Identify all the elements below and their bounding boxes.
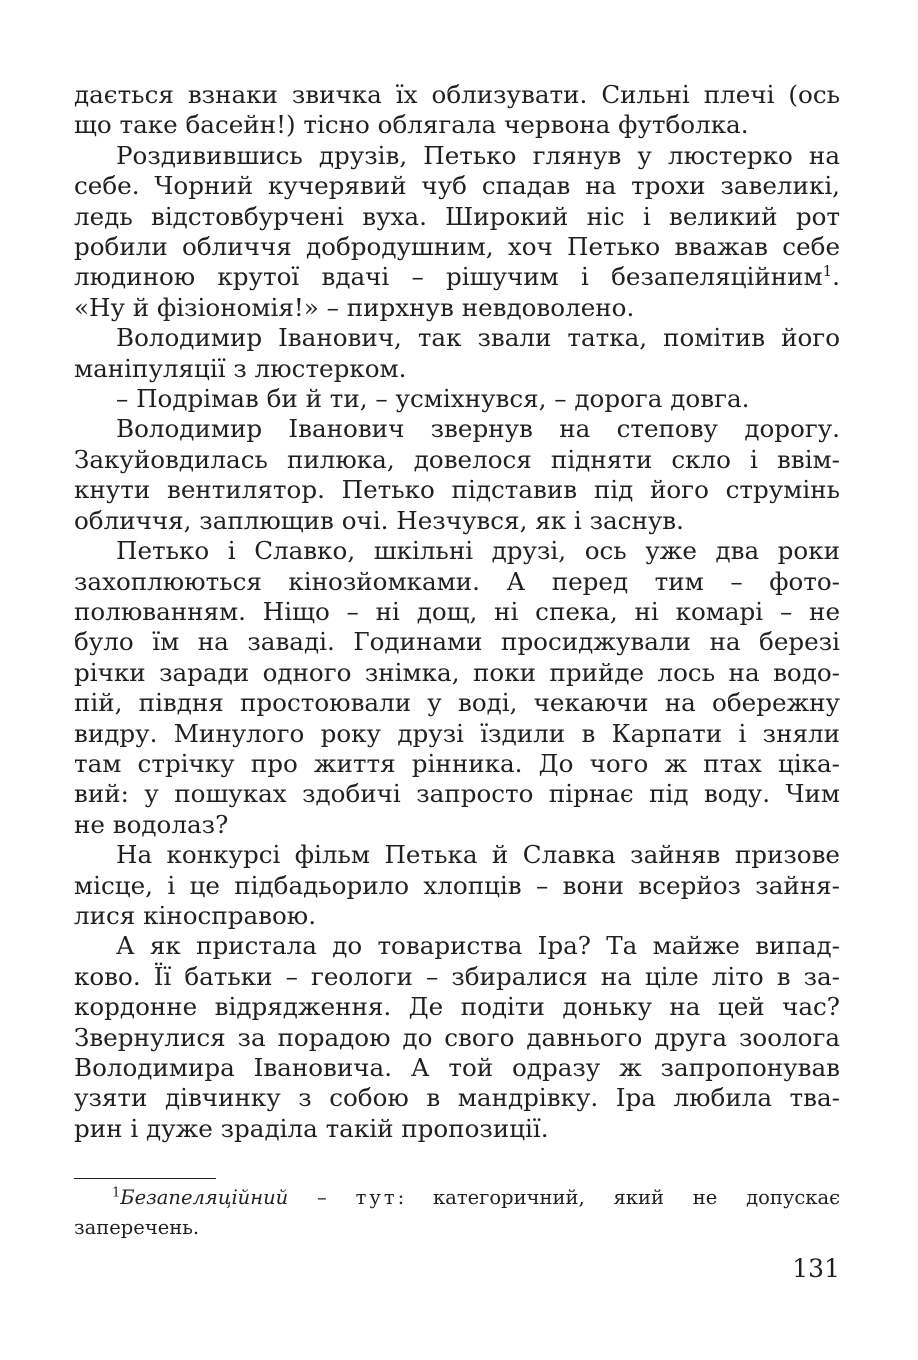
main-text	[74, 80, 840, 1144]
text-line: місце, і це підбадьорило хлопців – вони всерйоз зайня-	[74, 870, 840, 900]
footnote-dash: –	[288, 1186, 356, 1209]
text-line-with-footnote	[74, 262, 840, 292]
text-line: ково. Її батьки – геологи – збиралися на ціле літо в за-	[74, 961, 840, 991]
text-line: «Ну й фізіономія!» – пирхнув невдоволено.	[74, 292, 635, 322]
text-line: узяти дівчинку з собою в мандрівку. Іра любила тва-	[74, 1083, 840, 1113]
text-line: було їм на заваді. Годинами просиджували на березі	[74, 627, 840, 657]
text-line: Закуйовдилась пилюка, довелося підняти скло і ввім-	[74, 444, 840, 474]
text-segment: людиною крутої вдачі – рішучим і безапеляційним	[74, 262, 823, 292]
footnote-reference: 1	[822, 262, 833, 281]
page-number: 131	[792, 1254, 840, 1283]
footnote-definition: : категоричний, який не допускає	[397, 1186, 840, 1209]
text-line: Петько і Славко, шкільні друзі, ось уже два роки	[116, 536, 840, 566]
text-line: кордонне відрядження. Де подіти доньку на цей час?	[74, 992, 840, 1022]
text-line: Звернулися за порадою до свого давнього друга зоолога	[74, 1022, 840, 1052]
text-line: вий: у пошуках здобичі запросто пірнає під воду. Чим	[74, 779, 840, 809]
footnote	[74, 1183, 840, 1243]
text-line: рин і дуже зраділа такій пропозиції.	[74, 1113, 549, 1143]
text-line: дається взнаки звичка їх облизувати. Сильні плечі (ось	[74, 80, 840, 109]
text-line: лися кіносправою.	[74, 900, 317, 930]
text-line: там стрічку про життя рінника. До чого ж птах ціка-	[74, 748, 840, 778]
text-line: пій, півдня простоювали у воді, чекаючи на обережну	[74, 688, 840, 718]
text-line: Роздивившись друзів, Петько глянув у люстерко на	[116, 140, 840, 170]
text-line: річки заради одного знімка, поки прийде лось на водо-	[74, 657, 840, 687]
text-segment: .	[832, 262, 840, 292]
text-line: полюванням. Ніщо – ні дощ, ні спека, ні комарі – не	[74, 596, 840, 626]
text-line: Володимира Івановича. А той одразу ж запропонував	[74, 1053, 840, 1082]
text-line: робили обличчя добродушним, хоч Петько вважав себе	[74, 232, 840, 262]
footnote-line	[74, 1183, 840, 1213]
footnote-line: заперечень.	[74, 1216, 200, 1239]
text-line: На конкурсі фільм Петька й Славка зайняв призове	[116, 840, 840, 870]
text-line: не водолаз?	[74, 809, 229, 839]
text-line: себе. Чорний кучерявий чуб спадав на трохи завеликі,	[74, 171, 840, 201]
footnote-label: тут	[355, 1186, 398, 1209]
text-line: кнути вентилятор. Петько підставив під його струмінь	[74, 475, 840, 505]
footnote-divider	[74, 1178, 216, 1179]
text-line: Володимир Іванович, так звали татка, помітив його	[116, 323, 840, 353]
footnote-mark: 1	[112, 1185, 121, 1201]
text-line: захоплюються кінозйомками. А перед тим – фото-	[74, 566, 840, 596]
text-line: що таке басейн!) тісно облягала червона футболка.	[74, 110, 749, 140]
dialogue-line: – Подрімав би й ти, – усміхнувся, – дорога довга.	[116, 384, 750, 414]
text-line: маніпуляції з люстерком.	[74, 353, 407, 383]
text-line: видру. Минулого року друзі їздили в Карпати і зняли	[74, 718, 840, 748]
text-line: Володимир Іванович звернув на степову дорогу.	[116, 414, 840, 444]
text-line: А як пристала до товариства Іра? Та майже випад-	[116, 931, 840, 961]
text-line: ледь відстовбурчені вуха. Широкий ніс і великий рот	[74, 201, 840, 231]
text-line: обличчя, заплющив очі. Незчувся, як і заснув.	[74, 505, 684, 535]
footnote-term: Безапеляційний	[120, 1186, 289, 1209]
